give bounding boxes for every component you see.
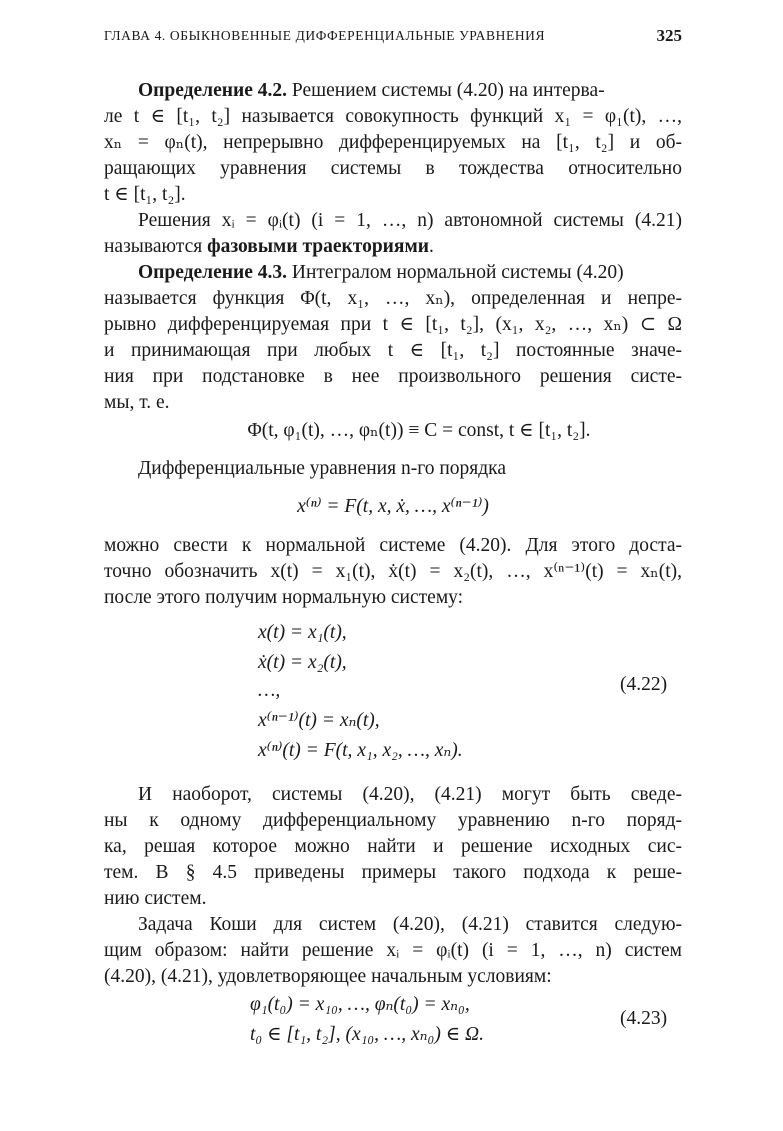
- running-head: [104, 27, 682, 47]
- system-4-22-line-1: x(t) = x₁(t),: [258, 622, 347, 643]
- definition-4-3-line-3: рывно дифференцируемая при t ∈ [t₁, t₂], (x₁, x₂, …, xₙ) ⊂ Ω: [104, 314, 682, 335]
- chapter-title: ГЛАВА 4. ОБЫКНОВЕННЫЕ ДИФФЕРЕНЦИАЛЬНЫЕ УРАВНЕНИЯ: [104, 28, 546, 43]
- definition-4-2-line-2: ле t ∈ [t₁, t₂] называется совокупность функций x₁ = φ₁(t), …,: [104, 106, 682, 127]
- reverse-paragraph-line-5: нию систем.: [104, 888, 207, 909]
- definition-4-2-line-3: xₙ = φₙ(t), непрерывно дифференцируемых на [t₁, t₂] и об-: [104, 132, 682, 153]
- integral-formula: Φ(t, φ₁(t), …, φₙ(t)) ≡ C = const, t ∈ [t₁, t₂].: [247, 420, 591, 441]
- definition-4-2-line-5: t ∈ [t₁, t₂].: [104, 184, 186, 205]
- definition-4-3-line-6: мы, т. е.: [104, 392, 170, 413]
- page-number: 325: [656, 26, 682, 45]
- system-4-22-line-3: …,: [258, 680, 281, 701]
- cauchy-paragraph-line-3: (4.20), (4.21), удовлетворяющее начальным условиям:: [104, 966, 552, 987]
- definition-4-2-line-4: ращающих уравнения системы в тождества относительно: [104, 158, 682, 179]
- nth-order-line-1: Дифференциальные уравнения n-го порядка: [138, 458, 506, 479]
- cauchy-paragraph-line-2: щим образом: найти решение xᵢ = φᵢ(t) (i = 1, …, n) систем: [104, 940, 682, 961]
- definition-4-3-label: Определение 4.3.: [138, 262, 288, 283]
- cauchy-paragraph-line-1: Задача Коши для систем (4.20), (4.21) ставится следую-: [138, 914, 682, 935]
- definition-4-2-label: Определение 4.2.: [138, 80, 288, 101]
- definition-4-3-text: Интегралом нормальной системы (4.20): [291, 262, 624, 283]
- nth-order-line-4: после этого получим нормальную систему:: [104, 587, 464, 608]
- phase-paragraph-line-1: Решения xᵢ = φᵢ(t) (i = 1, …, n) автономной системы (4.21): [138, 210, 682, 231]
- equation-number-4-23: (4.23): [620, 1008, 668, 1029]
- nth-order-formula: x⁽ⁿ⁾ = F(t, x, ẋ, …, x⁽ⁿ⁻¹⁾): [297, 496, 489, 517]
- definition-4-2-line-1: [138, 78, 682, 104]
- system-4-23-line-2: t₀ ∈ [t₁, t₂], (x₁₀, …, xₙ₀) ∈ Ω.: [250, 1024, 484, 1045]
- system-4-23-line-1: φ₁(t₀) = x₁₀, …, φₙ(t₀) = xₙ₀,: [250, 994, 470, 1015]
- phase-period: .: [428, 236, 434, 257]
- definition-4-3-line-4: и принимающая при любых t ∈ [t₁, t₂] постоянные значе-: [104, 340, 682, 361]
- definition-4-3-line-2: называется функция Φ(t, x₁, …, xₙ), определенная и непре-: [104, 288, 682, 309]
- system-4-22-line-2: ẋ(t) = x₂(t),: [258, 652, 347, 673]
- equation-number-4-22: (4.22): [620, 674, 668, 695]
- phase-text: называются: [104, 236, 203, 257]
- phase-term: фазовыми траекториями: [207, 236, 429, 257]
- nth-order-line-3: точно обозначить x(t) = x₁(t), ẋ(t) = x₂(t), …, x⁽ⁿ⁻¹⁾(t) = xₙ(t),: [104, 561, 682, 582]
- reverse-paragraph-line-2: ны к одному дифференциальному уравнению n-го поряд-: [104, 810, 682, 831]
- reverse-paragraph-line-4: тем. В § 4.5 приведены примеры такого подхода к реше-: [104, 862, 682, 883]
- nth-order-line-2: можно свести к нормальной системе (4.20). Для этого доста-: [104, 535, 682, 556]
- definition-4-2-text: Решением системы (4.20) на интерва-: [291, 80, 605, 101]
- definition-4-3-line-1: [138, 260, 682, 286]
- system-4-22-line-5: x⁽ⁿ⁾(t) = F(t, x₁, x₂, …, xₙ).: [258, 740, 463, 761]
- definition-4-3-line-5: ния при подстановке в нее произвольного решения систе-: [104, 366, 682, 387]
- phase-paragraph-line-2: [104, 234, 682, 260]
- reverse-paragraph-line-3: ка, решая которое можно найти и решение исходных сис-: [104, 836, 682, 857]
- system-4-22-line-4: x⁽ⁿ⁻¹⁾(t) = xₙ(t),: [258, 710, 380, 731]
- reverse-paragraph-line-1: И наоборот, системы (4.20), (4.21) могут быть сведе-: [138, 784, 682, 805]
